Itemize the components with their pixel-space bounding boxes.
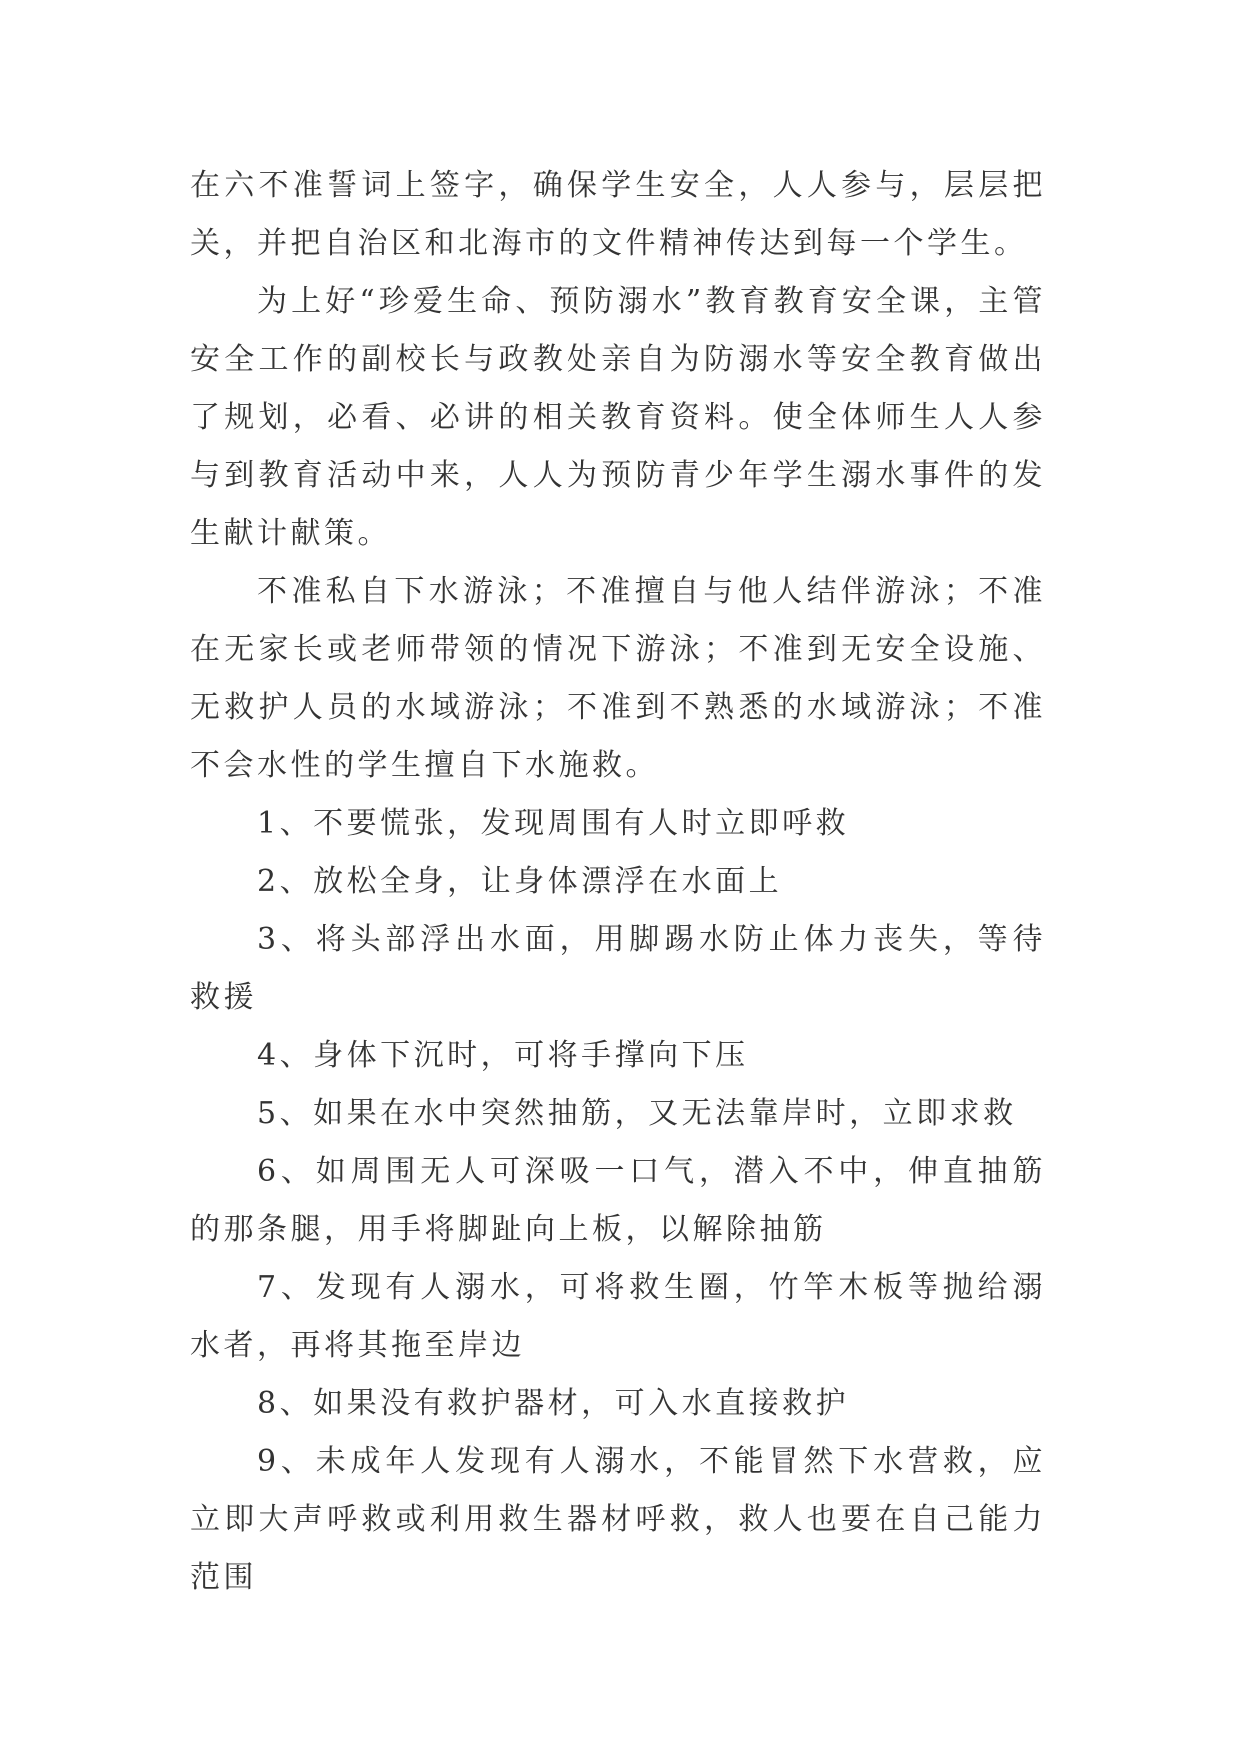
list-item-7: 7、发现有人溺水，可将救生圈，竹竿木板等抛给溺水者，再将其拖至岸边 xyxy=(190,1270,1046,1363)
list-item-3: 3、将头部浮出水面，用脚踢水防止体力丧失，等待救援 xyxy=(190,922,1046,1015)
list-item-4: 4、身体下沉时，可将手撑向下压 xyxy=(257,1038,749,1073)
list-item-8: 8、如果没有救护器材，可入水直接救护 xyxy=(257,1386,850,1421)
list-item-1: 1、不要慌张，发现周围有人时立即呼救 xyxy=(257,806,850,841)
list-item-9: 9、未成年人发现有人溺水，不能冒然下水营救，应立即大声呼救或利用救生器材呼救，救人也要在自己能力范围 xyxy=(190,1444,1046,1595)
list-item-6: 6、如周围无人可深吸一口气，潜入不中，伸直抽筋的那条腿，用手将脚趾向上板，以解除抽筋 xyxy=(190,1154,1046,1247)
paragraph-signing-pledge: 在六不准誓词上签字，确保学生安全，人人参与，层层把关，并把自治区和北海市的文件精神传达到每一个学生。 xyxy=(190,168,1046,261)
list-item-2: 2、放松全身，让身体漂浮在水面上 xyxy=(257,864,783,899)
document-body xyxy=(190,157,1046,1607)
paragraph-safety-class: 为上好“珍爱生命、预防溺水”教育教育安全课，主管安全工作的副校长与政教处亲自为防溺水等安全教育做出了规划，必看、必讲的相关教育资料。使全体师生人人参与到教育活动中来，人人为预防青少年学生溺水事件的发生献计献策。 xyxy=(190,284,1046,551)
list-item-5: 5、如果在水中突然抽筋，又无法靠岸时，立即求救 xyxy=(257,1096,1017,1131)
paragraph-six-prohibitions: 不准私自下水游泳；不准擅自与他人结伴游泳；不准在无家长或老师带领的情况下游泳；不准到无安全设施、无救护人员的水域游泳；不准到不熟悉的水域游泳；不准不会水性的学生擅自下水施救。 xyxy=(190,574,1046,783)
